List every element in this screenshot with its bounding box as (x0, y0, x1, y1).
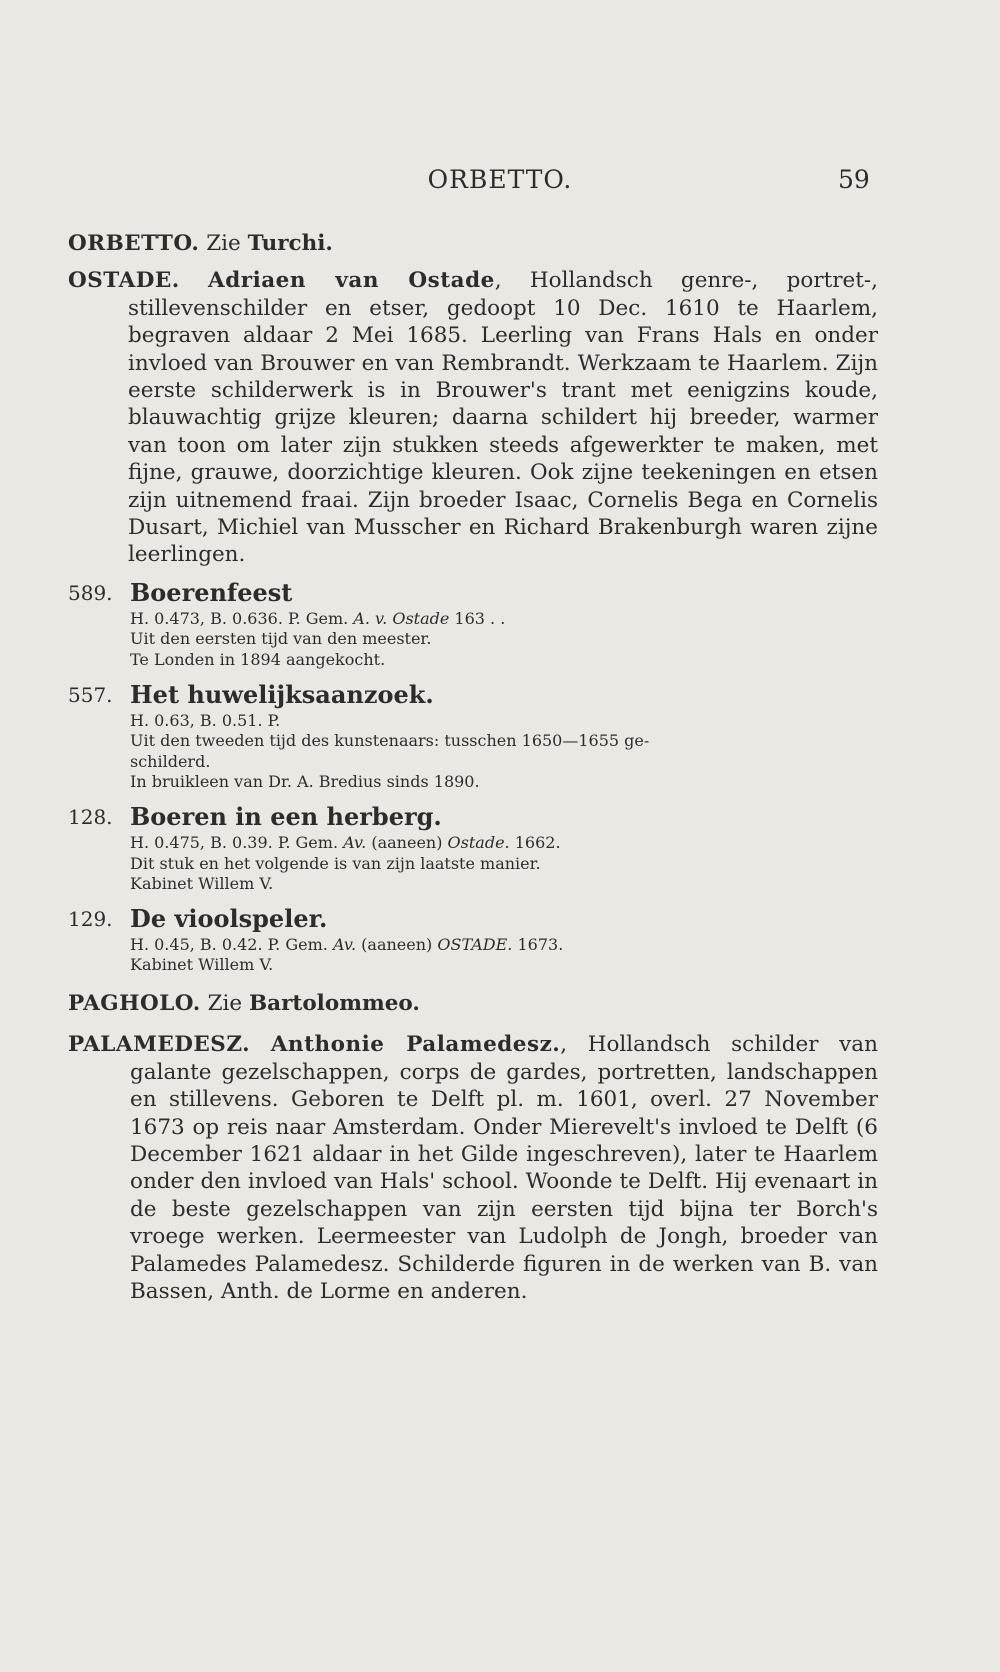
catalogue-item (68, 679, 878, 793)
signature: OSTADE. (437, 934, 513, 954)
cross-reference-text: Zie (206, 231, 248, 256)
provenance-note: Kabinet Willem V. (130, 955, 274, 975)
catalogue-number: 128. (68, 805, 113, 830)
entry-ostade (68, 267, 878, 568)
provenance-note: schilderd. (130, 751, 211, 771)
cross-reference-target: Bartolommeo. (248, 991, 420, 1016)
signature: Av. (332, 934, 357, 954)
running-title: ORBETTO. (427, 165, 573, 194)
painting-title: De vioolspeler. (130, 903, 328, 933)
page-number: 59 (838, 165, 870, 194)
painting-dimensions: H. 0.63, B. 0.51. P. (130, 710, 281, 730)
entry-name: ORBETTO. (68, 231, 200, 256)
entry-orbetto (68, 230, 878, 257)
provenance-note: Te Londen in 1894 aangekocht. (130, 650, 386, 670)
artist-biography: , Hollandsch genre-, portret-, stillevenschilder en etser, gedoopt 10 Dec. 1610 te Haarlem, begraven aldaar 2 Mei 1685. Leerling van Frans Hals en onder invloed van Brouwer en van Rembrandt. Werkzaam te Haarlem. Zijn eerste schilderwerk is in Brouwer's trant met eenigzins koude, blauwachtig grijze kleuren; daarna schildert hij breeder, warmer van toon om later zijn stukken steeds afgewerkter te maken, met fijne, grauwe, doorzichtige kleuren. Ook zijne teekeningen en etsen zijn uitnemend fraai. Zijn broeder Isaac, Cornelis Bega en Cornelis Dusart, Michiel van Musscher en Richard Brakenburgh waren zijne leerlingen. (128, 268, 878, 568)
painting-title: Het huwelijksaanzoek. (130, 679, 434, 709)
catalogue-item (68, 801, 878, 895)
artist-full-name: Anthonie Palamedesz. (270, 1032, 561, 1058)
page-body (68, 230, 878, 1305)
entry-name: PAGHOLO. (68, 991, 201, 1016)
entry-name: PALAMEDESZ. (68, 1032, 251, 1058)
painting-dimensions: H. 0.473, B. 0.636. P. Gem. A. v. Ostade 163 . . (130, 608, 506, 628)
catalogue-number: 557. (68, 682, 113, 707)
cross-reference-target: Turchi. (247, 231, 333, 256)
signature: Ostade. (447, 833, 510, 853)
catalogue-number: 129. (68, 906, 113, 931)
entry-palamedesz (68, 1031, 878, 1305)
provenance-note: Dit stuk en het volgende is van zijn laatste manier. (130, 853, 541, 873)
painting-dimensions: H. 0.45, B. 0.42. P. Gem. Av. (aaneen) OSTADE. 1673. (130, 934, 564, 954)
signature: A. v. Ostade (353, 608, 450, 628)
artist-full-name: Adriaen van Ostade (208, 268, 495, 294)
entry-name: OSTADE. (68, 268, 180, 294)
painting-title: Boeren in een herberg. (130, 802, 442, 832)
catalogue-item (68, 577, 878, 671)
cross-reference-text: Zie (207, 991, 249, 1016)
provenance-note: Kabinet Willem V. (130, 874, 274, 894)
entry-paggolo (68, 990, 878, 1017)
painting-dimensions: H. 0.475, B. 0.39. P. Gem. Av. (aaneen) Ostade. 1662. (130, 833, 561, 853)
painting-title: Boerenfeest (130, 577, 293, 607)
artist-biography: , Hollandsch schilder van galante gezelschappen, corps de gardes, portretten, landschappen en stillevens. Geboren te Delft pl. m. 1601, overl. 27 November 1673 op reis naar Amsterdam. Onder Mierevelt's invloed te Delft (6 December 1621 aldaar in het Gilde ingeschreven), later te Haarlem onder den invloed van Hals' school. Woonde te Delft. Hij evenaart in de beste gezelschappen van zijn eersten tijd bijna ter Borch's vroege werken. Leermeester van Ludolph de Jongh, broeder van Palamedes Palamedesz. Schilderde figuren in de werken van B. van Bassen, Anth. de Lorme en anderen. (130, 1032, 878, 1305)
catalogue-item (68, 903, 878, 976)
provenance-note: Uit den eersten tijd van den meester. (130, 629, 432, 649)
catalogue-number: 589. (68, 580, 113, 605)
provenance-note: In bruikleen van Dr. A. Bredius sinds 1890. (130, 772, 480, 792)
provenance-note: Uit den tweeden tijd des kunstenaars: tusschen 1650—1655 ge- (130, 731, 650, 751)
signature: Av. (343, 833, 367, 853)
